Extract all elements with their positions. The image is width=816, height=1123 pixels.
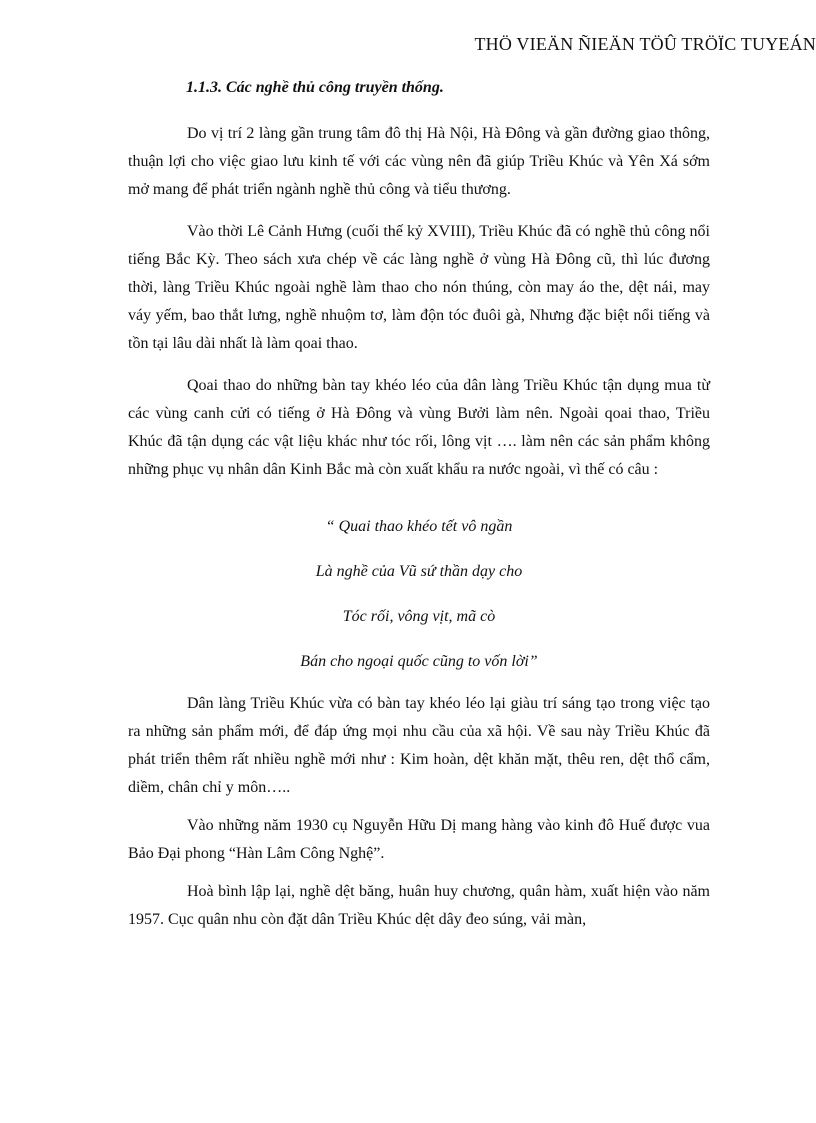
folk-poem [128, 504, 710, 684]
page-header: THÖ VIEÄN ÑIEÄN TÖÛ TRÖÏC TUYEÁN [474, 34, 816, 54]
paragraph-new-crafts: Dân làng Triều Khúc vừa có bàn tay khéo léo lại giàu trí sáng tạo trong việc tạo ra những sản phẩm mới, để đáp ứng mọi nhu cầu của xã hội. Về sau này Triều Khúc đã phát triển thêm rất nhiều nghề mới như : Kim hoàn, dệt khăn mặt, thêu ren, dệt thổ cẩm, diềm, chân chỉ y môn….. [128, 695, 710, 796]
document-body [128, 70, 710, 934]
poem-line: Tóc rối, vông vịt, mã cò [342, 608, 496, 625]
paragraph-history: Vào thời Lê Cảnh Hưng (cuối thế kỷ XVIII), Triều Khúc đã có nghề thủ công nổi tiếng Bắc Kỳ. Theo sách xưa chép về các làng nghề ở vùng Hà Đông cũ, thì lúc đương thời, làng Triều Khúc ngoài nghề làm thao cho nón thúng, còn may áo the, dệt nái, may váy yếm, bao thắt lưng, nghề nhuộm tơ, làm độn tóc đuôi gà, Nhưng đặc biệt nổi tiếng và tồn tại lâu dài nhất là làm qoai thao. [128, 223, 710, 352]
poem-line: “ Quai thao khéo tết vô ngần [325, 518, 513, 535]
paragraph-1957: Hoà bình lập lại, nghề dệt băng, huân huy chương, quân hàm, xuất hiện vào năm 1957. Cục quân nhu còn đặt dân Triều Khúc dệt dây đeo súng, vải màn, [128, 883, 710, 928]
poem-line: Bán cho ngoại quốc cũng to vốn lời” [300, 653, 538, 670]
poem-line: Là nghề của Vũ sứ thần dạy cho [315, 563, 523, 580]
paragraph-location: Do vị trí 2 làng gần trung tâm đô thị Hà Nội, Hà Đông và gần đường giao thông, thuận lợi cho việc giao lưu kinh tế với các vùng nên đã giúp Triều Khúc và Yên Xá sớm mở mang để phát triển ngành nghề thủ công và tiểu thương. [128, 125, 710, 198]
paragraph-qoai-thao: Qoai thao do những bàn tay khéo léo của dân làng Triều Khúc tận dụng mua từ các vùng canh cửi có tiếng ở Hà Đông và vùng Bưởi làm nên. Ngoài qoai thao, Triều Khúc đã tận dụng các vật liệu khác như tóc rối, lông vịt …. làm nên các sản phẩm không những phục vụ nhân dân Kinh Bắc mà còn xuất khẩu ra nước ngoài, vì thế có câu : [128, 377, 710, 478]
paragraph-1930: Vào những năm 1930 cụ Nguyễn Hữu Dị mang hàng vào kinh đô Huế được vua Bảo Đại phong “Hàn Lâm Công Nghệ”. [128, 817, 710, 862]
section-title: 1.1.3. Các nghề thủ công truyền thống. [186, 79, 444, 96]
